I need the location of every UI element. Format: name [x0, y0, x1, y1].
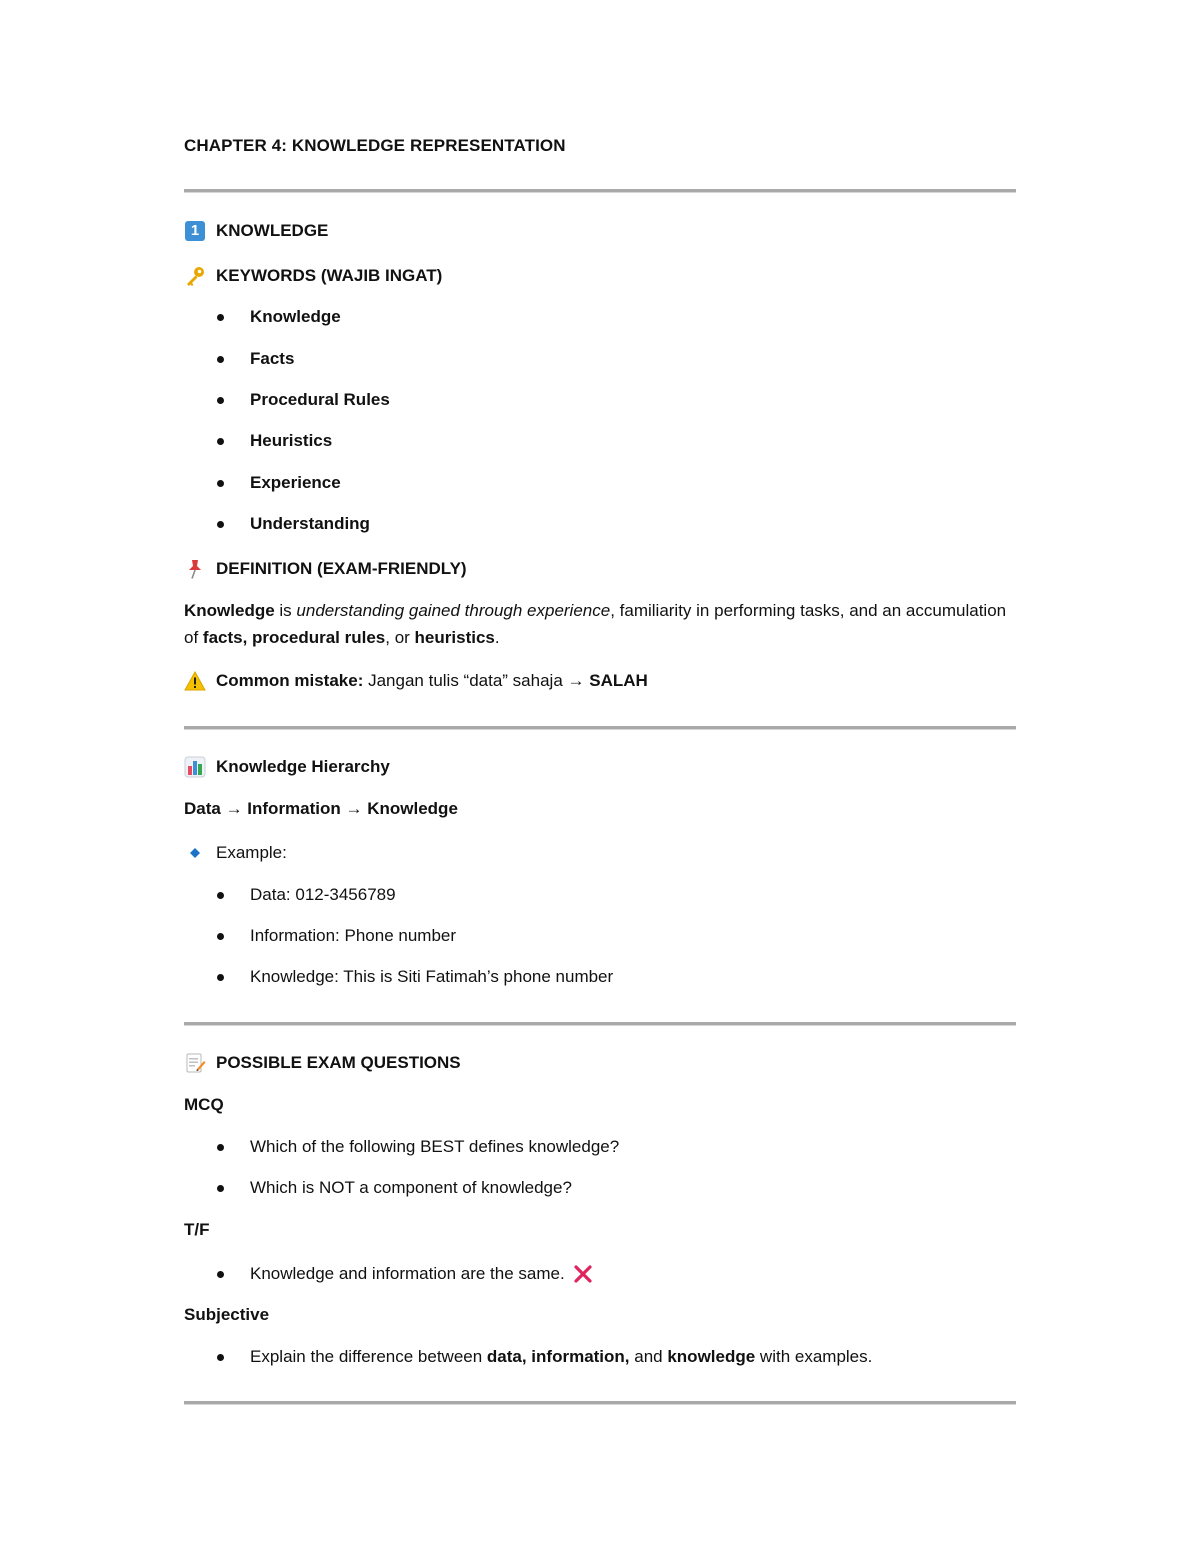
section-heading-label: Knowledge Hierarchy — [216, 757, 390, 776]
keywords-heading-label: KEYWORDS (WAJIB INGAT) — [216, 266, 443, 285]
bar-chart-icon — [184, 756, 206, 778]
definition-paragraph: Knowledge is understanding gained through experience, familiarity in performing tasks, and an accumulation of facts, procedural rules, or heuristics. — [184, 601, 1007, 647]
bullet-icon — [217, 974, 224, 981]
section-heading-label: KNOWLEDGE — [216, 221, 329, 240]
example-label: Example: — [184, 841, 287, 865]
bullet-icon — [217, 521, 224, 528]
bullet-icon — [217, 397, 224, 404]
bullet-icon — [217, 480, 224, 487]
bullet-icon — [217, 1354, 224, 1361]
list-item: Data: 012-3456789 — [184, 883, 396, 907]
common-mistake-note: Common mistake: Jangan tulis “data” sahaja → SALAH — [184, 669, 648, 693]
divider — [184, 726, 1016, 730]
bullet-icon — [217, 314, 224, 321]
bullet-icon — [217, 1185, 224, 1192]
list-item: Which of the following BEST defines knowledge? — [184, 1135, 619, 1159]
keycap-one-icon: 1 — [184, 220, 206, 242]
list-item: Knowledge and information are the same. — [184, 1262, 593, 1286]
list-item: Facts — [184, 347, 294, 371]
list-item: Procedural Rules — [184, 388, 390, 412]
divider — [184, 189, 1016, 193]
keywords-heading — [184, 264, 442, 288]
list-item: Understanding — [184, 512, 370, 536]
page-title: CHAPTER 4: KNOWLEDGE REPRESENTATION — [184, 136, 566, 155]
bullet-icon — [217, 438, 224, 445]
bullet-icon — [217, 933, 224, 940]
warning-icon — [184, 670, 206, 692]
list-item: Knowledge — [184, 305, 341, 329]
memo-icon — [184, 1052, 206, 1074]
section-heading-label: POSSIBLE EXAM QUESTIONS — [216, 1053, 461, 1072]
tf-label: T/F — [184, 1220, 210, 1239]
list-item: Heuristics — [184, 429, 332, 453]
list-item: Information: Phone number — [184, 924, 456, 948]
divider — [184, 1022, 1016, 1026]
definition-heading-label: DEFINITION (EXAM-FRIENDLY) — [216, 559, 467, 578]
mcq-label: MCQ — [184, 1095, 224, 1114]
bullet-icon — [217, 892, 224, 899]
diamond-icon — [184, 842, 206, 864]
bullet-icon — [217, 356, 224, 363]
pushpin-icon — [184, 558, 206, 580]
section-heading-hierarchy — [184, 755, 390, 779]
section-heading-exam-questions — [184, 1051, 461, 1075]
section-heading-knowledge — [184, 219, 328, 243]
hierarchy-chain: Data → Information → Knowledge — [184, 799, 458, 818]
list-item: Knowledge: This is Siti Fatimah’s phone number — [184, 965, 613, 989]
cross-mark-icon — [573, 1264, 593, 1284]
bullet-icon — [217, 1271, 224, 1278]
divider — [184, 1401, 1016, 1405]
subjective-label: Subjective — [184, 1305, 270, 1324]
list-item: Experience — [184, 471, 341, 495]
bullet-icon — [217, 1144, 224, 1151]
definition-heading — [184, 557, 467, 581]
list-item: Which is NOT a component of knowledge? — [184, 1176, 572, 1200]
list-item: Explain the difference between data, information, and knowledge with examples. — [184, 1345, 872, 1369]
key-icon — [184, 265, 206, 287]
